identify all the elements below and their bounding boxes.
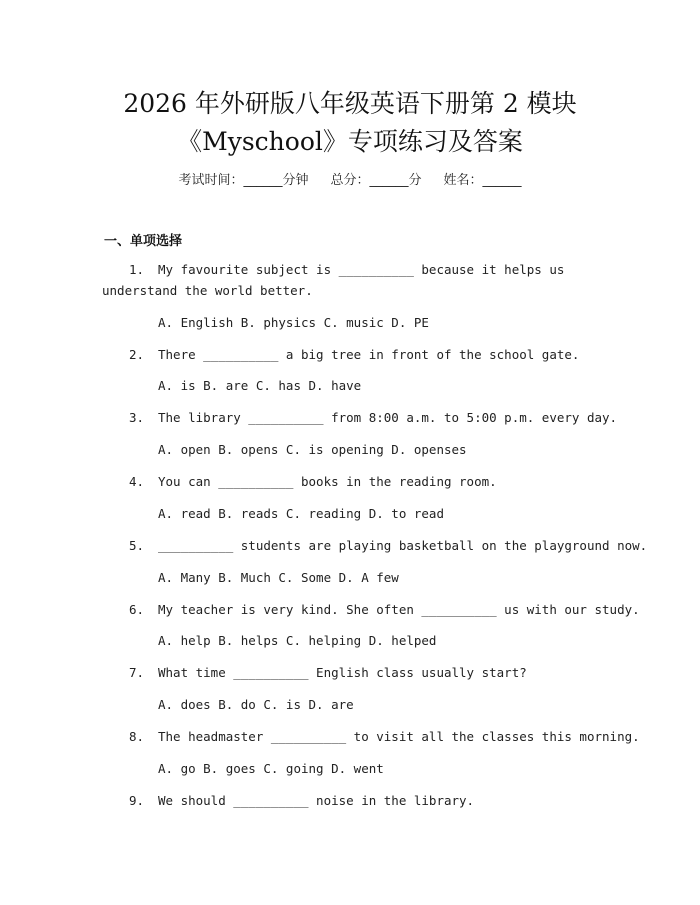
question-text: The headmaster __________ to visit all the classes this morning.: [158, 729, 640, 744]
document-title-line-2: 《Myschool》专项练习及答案: [177, 127, 523, 156]
total-score-field: 总分：______分: [330, 173, 422, 188]
question-number: 7.: [129, 665, 145, 680]
answer-options: A. open B. opens C. is opening D. openses: [158, 442, 467, 457]
exam-meta: [0, 169, 700, 188]
question-text-continued: understand the world better.: [102, 283, 313, 298]
question-text: What time __________ English class usually start?: [158, 665, 527, 680]
answer-options: A. read B. reads C. reading D. to read: [158, 506, 444, 521]
answer-options: A. is B. are C. has D. have: [158, 378, 362, 393]
question-text: The library __________ from 8:00 a.m. to 5:00 p.m. every day.: [158, 410, 618, 425]
question-number: 3.: [129, 410, 145, 425]
document-title-line-1: 2026 年外研版八年级英语下册第 2 模块: [123, 89, 577, 118]
question-number: 1.: [129, 262, 145, 277]
answer-options: A. Many B. Much C. Some D. A few: [158, 570, 399, 585]
exam-time-field: 考试时间：______分钟: [178, 173, 309, 188]
question-number: 9.: [129, 793, 145, 808]
answer-options: A. does B. do C. is D. are: [158, 697, 354, 712]
question-text: We should __________ noise in the library.: [158, 793, 475, 808]
student-name-field: 姓名：______: [443, 173, 522, 188]
question-number: 5.: [129, 538, 145, 553]
section-heading: 一、单项选择: [104, 234, 183, 249]
question-number: 6.: [129, 602, 145, 617]
question-number: 8.: [129, 729, 145, 744]
question-text: My teacher is very kind. She often __________ us with our study.: [158, 602, 640, 617]
question-text: __________ students are playing basketball on the playground now.: [158, 538, 648, 553]
answer-options: A. help B. helps C. helping D. helped: [158, 633, 437, 648]
question-text: My favourite subject is __________ because it helps us: [158, 262, 565, 277]
answer-options: A. go B. goes C. going D. went: [158, 761, 384, 776]
answer-options: A. English B. physics C. music D. PE: [158, 315, 429, 330]
question-number: 4.: [129, 474, 145, 489]
question-number: 2.: [129, 347, 145, 362]
question-text: There __________ a big tree in front of the school gate.: [158, 347, 580, 362]
question-text: You can __________ books in the reading room.: [158, 474, 497, 489]
